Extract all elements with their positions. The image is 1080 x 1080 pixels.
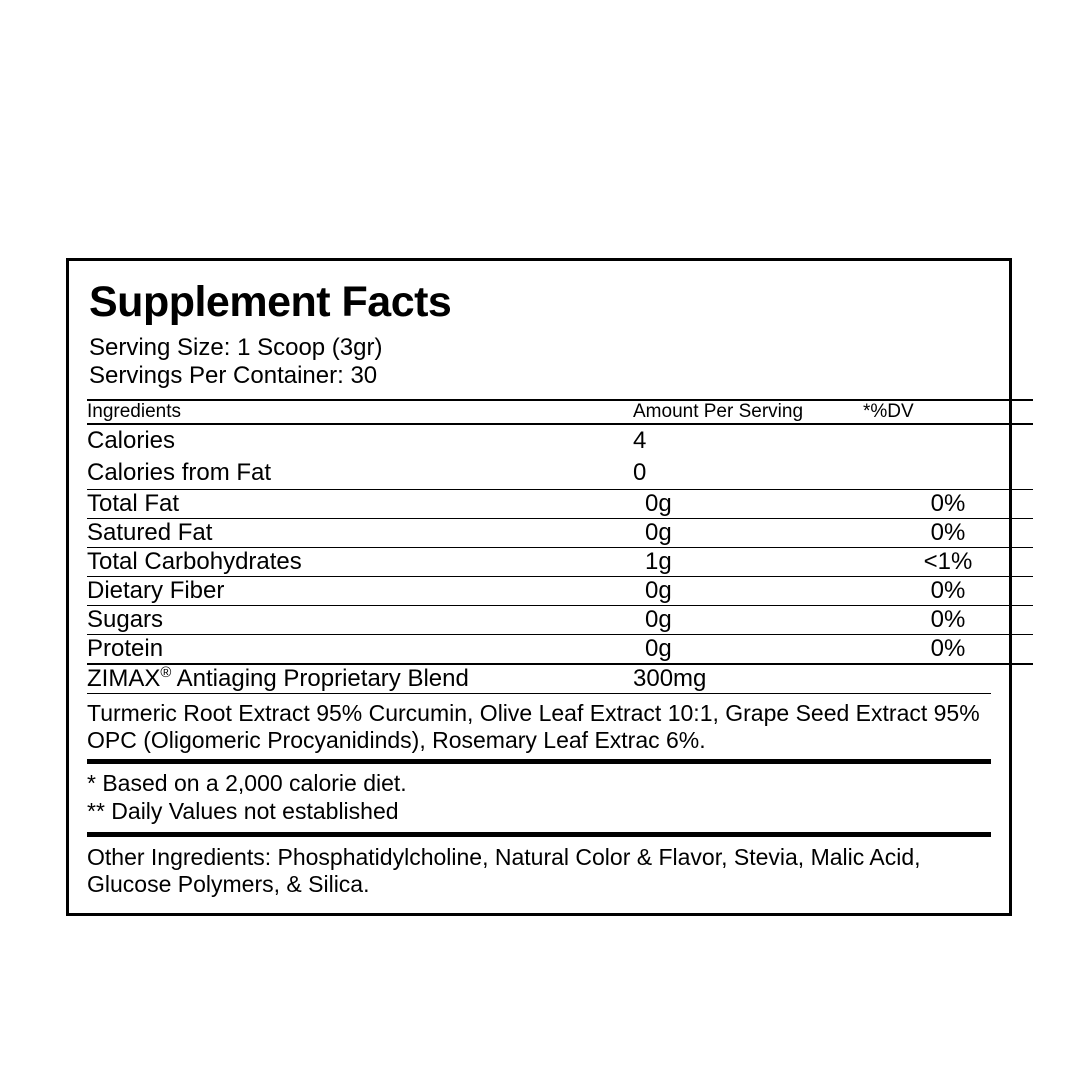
row-name: Sugars xyxy=(87,605,633,634)
table-row xyxy=(87,457,1033,490)
footnote-calorie-diet: * Based on a 2,000 calorie diet. xyxy=(87,770,407,797)
row-dv xyxy=(863,424,1033,457)
row-amount: 0 xyxy=(633,458,647,486)
row-amount: 0g xyxy=(633,576,863,605)
nutrition-table xyxy=(87,399,1033,693)
footnote-daily-values: ** Daily Values not established xyxy=(87,798,399,825)
blend-name xyxy=(87,664,633,693)
row-dv: <1% xyxy=(863,547,1033,576)
header-amount-per-serving: Amount Per Serving xyxy=(633,400,863,424)
row-dv: 0% xyxy=(863,518,1033,547)
row-name: Calories from Fat xyxy=(87,458,272,486)
serving-size: Serving Size: 1 Scoop (3gr) xyxy=(89,334,383,361)
row-name: Dietary Fiber xyxy=(87,576,633,605)
header-daily-value: *%DV xyxy=(863,400,1033,424)
page-title: Supplement Facts xyxy=(89,278,452,326)
table-header-row xyxy=(87,400,1033,424)
row-amount: 0g xyxy=(633,605,863,634)
blend-amount: 300mg xyxy=(633,664,863,693)
row-dv: 0% xyxy=(863,605,1033,634)
footnotes xyxy=(87,759,991,831)
proprietary-blend-row xyxy=(87,664,1033,693)
table-row xyxy=(87,424,1033,457)
row-amount: 0g xyxy=(633,489,863,518)
servings-per-container: Servings Per Container: 30 xyxy=(89,362,378,390)
row-dv: 0% xyxy=(863,634,1033,664)
registered-mark-icon: ® xyxy=(160,664,172,681)
row-name: Total Fat xyxy=(87,489,633,518)
row-name: Calories xyxy=(87,424,633,457)
table-row xyxy=(87,576,1033,605)
row-amount: 1g xyxy=(633,547,863,576)
row-name: Total Carbohydrates xyxy=(87,547,633,576)
table-row xyxy=(87,605,1033,634)
blend-description: Turmeric Root Extract 95% Curcumin, Olive Leaf Extract 10:1, Grape Seed Extract 95% OPC (Oligomeric Procyanidinds), Rosemary Leaf Extrac 6%. xyxy=(87,693,991,760)
row-name: Satured Fat xyxy=(87,518,633,547)
row-dv: 0% xyxy=(863,489,1033,518)
blend-name-suffix: Antiaging Proprietary Blend xyxy=(171,664,469,692)
row-name: Protein xyxy=(87,634,633,664)
row-dv xyxy=(863,457,1033,490)
row-dv: 0% xyxy=(863,576,1033,605)
table-row xyxy=(87,634,1033,664)
other-ingredients: Other Ingredients: Phosphatidylcholine, Natural Color & Flavor, Stevia, Malic Acid, Glucose Polymers, & Silica. xyxy=(87,832,991,901)
blend-dv xyxy=(863,664,1033,693)
row-amount: 4 xyxy=(633,424,863,457)
blend-name-prefix: ZIMAX xyxy=(87,664,161,692)
header-ingredients: Ingredients xyxy=(87,400,633,424)
row-amount: 0g xyxy=(633,634,863,664)
row-amount: 0g xyxy=(633,518,863,547)
table-row xyxy=(87,489,1033,518)
supplement-facts-panel xyxy=(66,258,1012,916)
table-row xyxy=(87,547,1033,576)
table-row xyxy=(87,518,1033,547)
